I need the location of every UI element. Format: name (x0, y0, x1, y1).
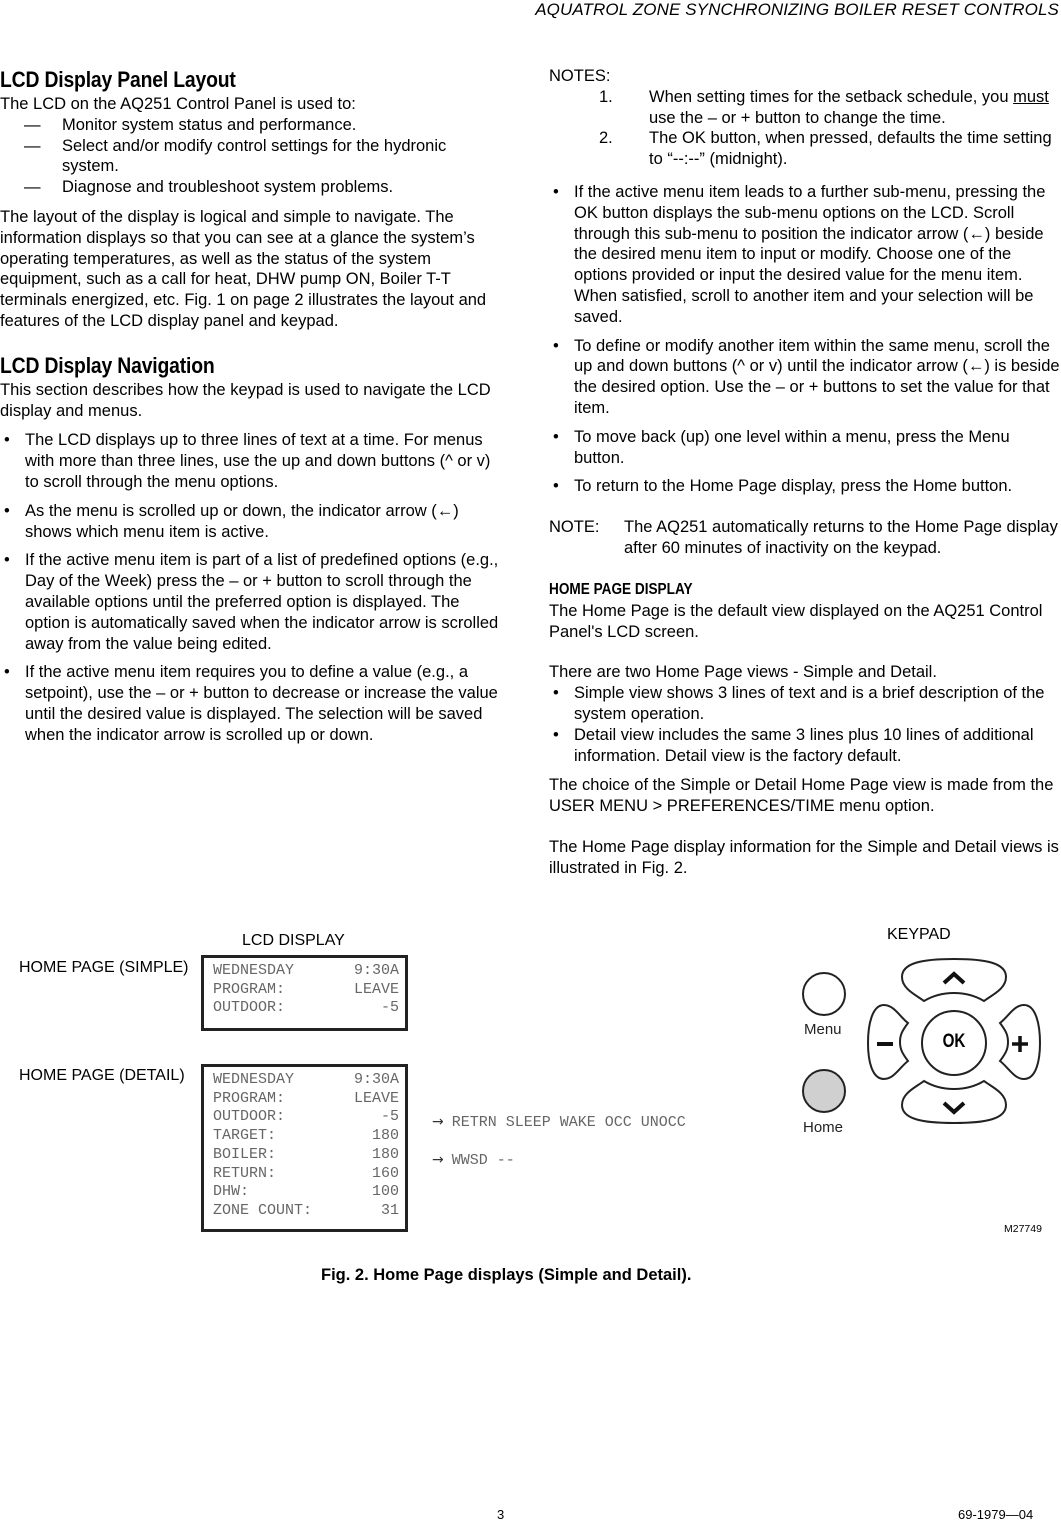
lcd-row: BOILER: 180 (213, 1145, 399, 1163)
figure-code: M27749 (1004, 1223, 1042, 1235)
home-page-view-bullets (549, 683, 1061, 766)
lcd-row: OUTDOOR: -5 (213, 999, 399, 1017)
lcd-row: DHW: 100 (213, 1183, 399, 1201)
figure-caption: Fig. 2. Home Page displays (Simple and Detail). (321, 1266, 692, 1284)
panel-layout-intro: The LCD on the AQ251 Control Panel is used to: (0, 95, 356, 113)
list-item: — Monitor system status and performance. (24, 115, 357, 134)
menu-button-label: Menu (804, 1021, 842, 1038)
list-item: — Select and/or modify control settings for the hydronic system. (24, 136, 447, 176)
home-button-label: Home (803, 1119, 844, 1136)
lcd-display-label: LCD DISPLAY (242, 932, 345, 949)
page-number: 3 (497, 1507, 505, 1522)
up-button[interactable] (902, 959, 1006, 1001)
list-item: • To return to the Home Page display, press the Home button. (553, 477, 1013, 496)
list-item: • If the active menu item leads to a further sub-menu, pressing the OK button displays the sub-menu options on the LCD. Scroll through this sub-menu to position the indicator arrow (←) beside the desired menu item to input or modify. Choose one of the options provided or input the desired value for the menu item. When satisfied, scroll to another item and your selection will be saved. (553, 182, 1046, 326)
lcd-row: OUTDOOR: -5 (213, 1108, 399, 1126)
section-title-panel-layout: LCD Display Panel Layout (0, 67, 236, 92)
home-page-simple-label: HOME PAGE (SIMPLE) (19, 959, 189, 976)
minus-button[interactable] (868, 1005, 908, 1079)
list-item: • If the active menu item is part of a list of predefined options (e.g., Day of the Week) press the – or + button to scroll through the available options until the preferred option is displayed. The option is automatically saved when the indicator arrow is scrolled away from the value being edited. (4, 551, 499, 653)
note-item: 2. The OK button, when pressed, defaults the time setting to “--:--” (midnight). (599, 129, 1052, 169)
list-item: • The LCD displays up to three lines of text at a time. For menus with more than three lines, use the up and down buttons (^ or v) to scroll through the menu options. (4, 431, 491, 491)
notes-list (549, 87, 1061, 170)
target-options-annotation: → WWSD -- (432, 1151, 515, 1169)
notes-label: NOTES: (549, 67, 611, 85)
lcd-simple-display (201, 955, 408, 1031)
navigation-bullets (0, 430, 508, 745)
list-item: • Simple view shows 3 lines of text and is a brief description of the system operation. (553, 684, 1045, 723)
program-options-annotation: → RETRN SLEEP WAKE OCC UNOCC (432, 1113, 686, 1131)
home-page-p1: The Home Page is the default view displayed on the AQ251 Control Panel's LCD screen. (549, 601, 1043, 641)
lcd-row: PROGRAM: LEAVE (213, 980, 399, 998)
menu-button[interactable] (802, 972, 846, 1016)
section-title-navigation: LCD Display Navigation (0, 352, 215, 378)
list-item: • If the active menu item requires you to define a value (e.g., a setpoint), use the – or + button to decrease or increase the value until the desired value is displayed. The selection will be saved when the indicator arrow is scrolled up or down. (4, 663, 498, 744)
list-item: • As the menu is scrolled up or down, the indicator arrow (←) shows which menu item is active. (4, 501, 459, 541)
right-arrow-icon: → (432, 1151, 444, 1168)
home-page-detail-label: HOME PAGE (DETAIL) (19, 1067, 185, 1084)
home-page-display-title: HOME PAGE DISPLAY (549, 580, 693, 598)
lcd-row: WEDNESDAY 9:30A (213, 962, 399, 979)
lcd-row: TARGET: 180 (213, 1127, 399, 1145)
lcd-detail-display (201, 1064, 408, 1232)
panel-layout-paragraph: The layout of the display is logical and simple to navigate. The information displays so that you can see at a glance the system’s operating temperatures, as well as the status of the system equipment, such as a call for heat, DHW pump ON, Boiler T-T terminals energized, etc. Fig. 1 on page 2 illustrates the layout and features of the LCD display panel and keypad. (0, 207, 487, 330)
down-button[interactable] (902, 1081, 1006, 1123)
list-item: • To move back (up) one level within a menu, press the Menu button. (553, 427, 1010, 467)
home-page-p4: The Home Page display information for the Simple and Detail views is illustrated in Fig. 2. (549, 837, 1059, 877)
lcd-row: ZONE COUNT: 31 (213, 1201, 399, 1219)
ok-button-label: OK (942, 1031, 966, 1052)
keypad-label: KEYPAD (887, 926, 951, 943)
submenu-bullets (549, 182, 1061, 497)
inactivity-note: NOTE: The AQ251 automatically returns to the Home Page display after 60 minutes of inactivity on the keypad. (549, 518, 1058, 557)
list-item: • Detail view includes the same 3 lines plus 10 lines of additional information. Detail view is the factory default. (553, 725, 1034, 765)
home-button[interactable] (802, 1069, 846, 1113)
note-item: 1. When setting times for the setback schedule, you must use the – or + button to change the time. (599, 87, 1049, 127)
lcd-row: PROGRAM: LEAVE (213, 1089, 399, 1107)
lcd-row: WEDNESDAY 9:30A (213, 1071, 399, 1088)
list-item: — Diagnose and troubleshoot system problems. (24, 178, 394, 197)
document-number: 69-1979—04 (958, 1507, 1034, 1522)
home-page-p3: The choice of the Simple or Detail Home Page view is made from the USER MENU > PREFERENCES/TIME menu option. (549, 776, 1054, 816)
lcd-row: RETURN: 160 (213, 1164, 399, 1182)
running-header: AQUATROL ZONE SYNCHRONIZING BOILER RESET CONTROLS (535, 0, 1059, 19)
right-column (549, 66, 1061, 879)
left-column (0, 66, 512, 754)
home-page-p2: There are two Home Page views - Simple and Detail. (549, 663, 937, 682)
panel-layout-uses-list (0, 115, 512, 198)
list-item: • To define or modify another item within the same menu, scroll the up and down buttons (^ or v) until the indicator arrow (←) is beside the desired option. Use the – or + buttons to set the value for that item. (553, 336, 1060, 417)
plus-button[interactable] (1000, 1005, 1040, 1079)
right-arrow-icon: → (432, 1113, 444, 1130)
navigation-intro: This section describes how the keypad is used to navigate the LCD display and menus. (0, 380, 491, 420)
